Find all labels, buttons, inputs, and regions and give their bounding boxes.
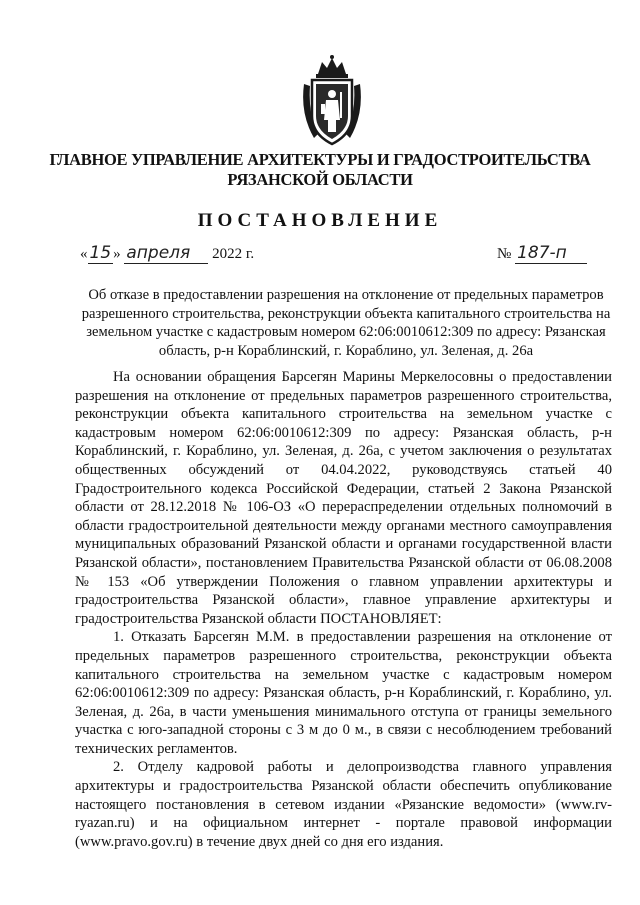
body-paragraph-preamble: На основании обращения Барсегян Марины Меркелосовны о предоставлении разрешения на отклонение от предельных параметров разрешенного строительства, реконструкции объекта капитального строительства на земельном участке с кадастровым номером 62:06:0010612:309 по адресу: Рязанская область, р-н Кораблинский, г. Кораблино, ул. Зеленая, д. 26а, с учетом заключения о результатах общественных обсуждений от 04.04.2022, руководствуясь статьей 40 Градостроительного кодекса Российской Федерации, статьей 2 Закона Рязанской области от 28.12.2018 № 106-ОЗ «О перераспределении отдельных полномочий в области градостроительной деятельности между органами местного самоуправления муниципальных образований Рязанской области и органами государственной власти Рязанской области», постановлением Правительства Рязанской области от 06.08.2008 № 153 «Об утверждении Положения о главном управлении архитектуры и градостроительства Рязанской области», главное управление архитектуры и градостроительства Рязанской области ПОСТАНОВЛЯЕТ: [75,369,612,627]
document-subject: Об отказе в предоставлении разрешения на отклонение от предельных параметров разрешенного строительства, реконструкции объекта капитального строительства на земельном участке с кадастровым номером 62:06:0010612:309 по адресу: Рязанская область, р-н Кораблинский, г. Кораблино, ул. Зеленая, д. 26а [81,287,611,359]
date-year: 2022 г. [212,246,255,262]
number-label: № [497,246,512,262]
body-paragraph-item-1: 1. Отказать Барсегян М.М. в предоставлении разрешения на отклонение от предельных параметров разрешенного строительства, реконструкции объекта капитального строительства на земельном участке с кадастровым номером 62:06:0010612:309 по адресу: Рязанская область, р-н Кораблинский, г. Кораблино, ул. Зеленая, д. 26а, в части уменьшения минимального отступа от границы земельного участка с юго-западной стороны с 3 м до 0 м., в связи с несоблюдением требований технических регламентов. [75,629,612,757]
date-month: апреля [124,243,208,264]
document-type-title: ПОСТАНОВЛЕНИЕ [197,210,443,231]
date-day: 15 [89,243,112,263]
date-quote-close: » [113,246,121,262]
number-value: 187-п [515,243,587,264]
organization-name [40,150,600,190]
body-paragraph-item-2: 2. Отделу кадровой работы и делопроизводства главного управления архитектуры и градостроительства Рязанской области обеспечить опубликование настоящего постановления в сетевом издании «Рязанские ведомости» (www.rv-ryazan.ru) и на официальном интернет - портале правовой информации (www.pravo.gov.ru) в течение двух дней со дня его издания. [75,759,612,850]
document-number [497,243,587,264]
date-quote-open: « [80,246,88,262]
org-line-1: ГЛАВНОЕ УПРАВЛЕНИЕ АРХИТЕКТУРЫ И ГРАДОСТРОИТЕЛЬСТВА [49,150,591,169]
coat-of-arms-icon [296,54,368,150]
document-date [80,243,254,264]
org-line-2: РЯЗАНСКОЙ ОБЛАСТИ [227,170,413,189]
document-body [75,368,612,851]
